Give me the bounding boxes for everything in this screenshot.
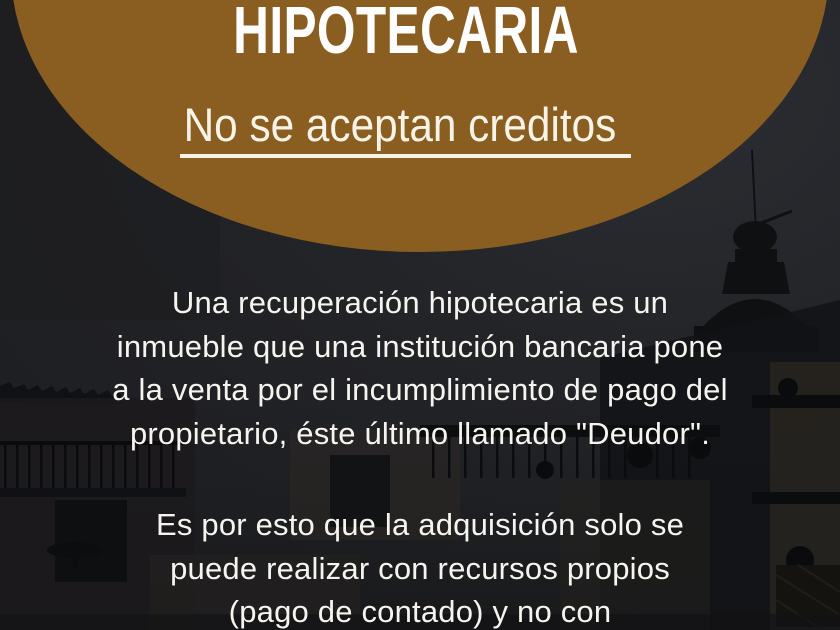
body-line: Es por esto que la adquisición solo se: [155, 507, 685, 542]
page-title: HIPOTECARIA: [233, 0, 579, 68]
body-line: inmueble que una institución bancaria pone: [116, 328, 724, 364]
body-line: a la venta por el incumplimiento de pago del: [112, 372, 728, 407]
paragraph-conditions: [30, 503, 810, 630]
body-line: (pago de contado) y no con: [228, 594, 612, 629]
paragraph-definition: [30, 281, 810, 455]
body-line: Una recuperación hipotecaria es un: [171, 285, 669, 320]
body-line: propietario, éste último llamado "Deudor".: [129, 415, 711, 451]
body-line: puede realizar con recursos propios: [170, 550, 670, 586]
subtitle-row: [0, 98, 825, 158]
body-text: [30, 281, 810, 630]
subtitle: No se aceptan creditos: [180, 101, 631, 158]
